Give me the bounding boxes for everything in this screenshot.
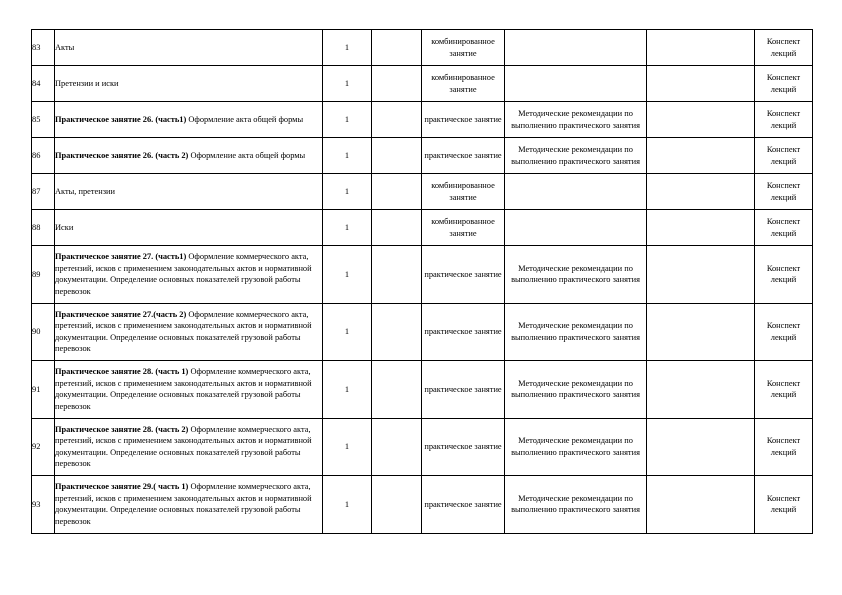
lesson-topic [55, 102, 323, 138]
lesson-number: 83 [32, 30, 55, 66]
lesson-hours: 1 [323, 361, 372, 419]
lesson-hours: 1 [323, 138, 372, 174]
lesson-sources: Конспект лекций [755, 174, 813, 210]
table-row [32, 138, 813, 174]
empty-cell [647, 476, 755, 534]
lesson-description: Оформление коммерческого акта, претензий, исков с применением законодательных актов и нормативной документации. Определение основных показателей грузовой работы перевозок [55, 252, 312, 296]
lesson-topic [55, 418, 323, 476]
lesson-topic [55, 210, 323, 246]
lesson-topic [55, 303, 323, 361]
lesson-type: практическое занятие [422, 138, 505, 174]
lesson-hours: 1 [323, 418, 372, 476]
empty-cell [372, 246, 422, 304]
empty-cell [372, 66, 422, 102]
empty-cell [372, 174, 422, 210]
empty-cell [372, 210, 422, 246]
lesson-type: практическое занятие [422, 246, 505, 304]
lesson-sources: Конспект лекций [755, 303, 813, 361]
lesson-title: Практическое занятие 28. (часть 1) [55, 367, 189, 377]
empty-cell [647, 174, 755, 210]
lesson-sources: Конспект лекций [755, 476, 813, 534]
lesson-title: Практическое занятие 27. (часть1) [55, 252, 187, 262]
methodical-materials: Методические рекомендации по выполнению практического занятия [505, 138, 647, 174]
lesson-type: практическое занятие [422, 102, 505, 138]
lesson-sources: Конспект лекций [755, 418, 813, 476]
empty-cell [372, 138, 422, 174]
lesson-topic [55, 361, 323, 419]
lesson-topic [55, 138, 323, 174]
lesson-title: Практическое занятие 27.(часть 2) [55, 309, 187, 319]
lesson-type: комбинированное занятие [422, 210, 505, 246]
lesson-number: 85 [32, 102, 55, 138]
lesson-number: 93 [32, 476, 55, 534]
empty-cell [647, 210, 755, 246]
methodical-materials [505, 174, 647, 210]
methodical-materials: Методические рекомендации по выполнению практического занятия [505, 418, 647, 476]
empty-cell [372, 476, 422, 534]
table-row [32, 246, 813, 304]
lesson-number: 89 [32, 246, 55, 304]
lesson-description: Оформление коммерческого акта, претензий, исков с применением законодательных актов и нормативной документации. Определение основных показателей грузовой работы перевозок [55, 424, 312, 469]
lesson-hours: 1 [323, 210, 372, 246]
lesson-type: практическое занятие [422, 418, 505, 476]
lesson-description: Оформление коммерческого акта, претензий, исков с применением законодательных актов и нормативной документации. Определение основных показателей грузовой работы перевозок [55, 482, 312, 526]
empty-cell [647, 138, 755, 174]
lesson-type: практическое занятие [422, 476, 505, 534]
methodical-materials: Методические рекомендации по выполнению практического занятия [505, 361, 647, 419]
methodical-materials [505, 210, 647, 246]
lesson-description: Оформление коммерческого акта, претензий, исков с применением законодательных актов и нормативной документации. Определение основных показателей грузовой работы перевозок [55, 367, 312, 411]
empty-cell [372, 361, 422, 419]
empty-cell [372, 30, 422, 66]
table-row [32, 174, 813, 210]
lesson-hours: 1 [323, 30, 372, 66]
lesson-topic [55, 174, 323, 210]
lesson-hours: 1 [323, 174, 372, 210]
empty-cell [372, 303, 422, 361]
lesson-number: 84 [32, 66, 55, 102]
lesson-sources: Конспект лекций [755, 361, 813, 419]
lesson-sources: Конспект лекций [755, 102, 813, 138]
methodical-materials [505, 30, 647, 66]
lesson-sources: Конспект лекций [755, 210, 813, 246]
empty-cell [647, 30, 755, 66]
lesson-description: Оформление коммерческого акта, претензий, исков с применением законодательных актов и нормативной документации. Определение основных показателей грузовой работы перевозок [55, 309, 312, 354]
table-row [32, 361, 813, 419]
lesson-number: 92 [32, 418, 55, 476]
lesson-description: Оформление акта общей формы [188, 150, 306, 160]
lesson-sources: Конспект лекций [755, 66, 813, 102]
table-row [32, 30, 813, 66]
lesson-title: Практическое занятие 26. (часть1) [55, 114, 187, 124]
lesson-description: Акты [55, 42, 75, 52]
lesson-type: практическое занятие [422, 361, 505, 419]
lesson-topic [55, 476, 323, 534]
table-row [32, 66, 813, 102]
lesson-type: комбинированное занятие [422, 30, 505, 66]
lesson-description: Акты, претензии [55, 186, 115, 196]
lesson-title: Практическое занятие 26. (часть 2) [55, 150, 189, 160]
empty-cell [372, 418, 422, 476]
lesson-title: Практическое занятие 28. (часть 2) [55, 424, 189, 434]
empty-cell [647, 66, 755, 102]
lesson-description: Претензии и иски [55, 78, 119, 88]
empty-cell [647, 246, 755, 304]
lesson-number: 91 [32, 361, 55, 419]
table-row [32, 102, 813, 138]
empty-cell [647, 102, 755, 138]
lesson-sources: Конспект лекций [755, 30, 813, 66]
lesson-sources: Конспект лекций [755, 246, 813, 304]
methodical-materials: Методические рекомендации по выполнению практического занятия [505, 476, 647, 534]
lesson-hours: 1 [323, 66, 372, 102]
methodical-materials: Методические рекомендации по выполнению практического занятия [505, 303, 647, 361]
lesson-topic [55, 246, 323, 304]
methodical-materials: Методические рекомендации по выполнению практического занятия [505, 102, 647, 138]
lesson-description: Иски [55, 222, 74, 232]
empty-cell [647, 303, 755, 361]
lesson-number: 87 [32, 174, 55, 210]
lesson-hours: 1 [323, 102, 372, 138]
lesson-type: практическое занятие [422, 303, 505, 361]
lesson-number: 86 [32, 138, 55, 174]
lesson-hours: 1 [323, 476, 372, 534]
empty-cell [372, 102, 422, 138]
empty-cell [647, 418, 755, 476]
lesson-number: 90 [32, 303, 55, 361]
lesson-number: 88 [32, 210, 55, 246]
lesson-hours: 1 [323, 246, 372, 304]
table-row [32, 476, 813, 534]
lesson-type: комбинированное занятие [422, 66, 505, 102]
lesson-type: комбинированное занятие [422, 174, 505, 210]
empty-cell [647, 361, 755, 419]
lesson-sources: Конспект лекций [755, 138, 813, 174]
table-row [32, 210, 813, 246]
table-row [32, 303, 813, 361]
methodical-materials [505, 66, 647, 102]
lesson-title: Практическое занятие 29.( часть 1) [55, 482, 189, 492]
lesson-topic [55, 66, 323, 102]
lesson-hours: 1 [323, 303, 372, 361]
table-row [32, 418, 813, 476]
lesson-description: Оформление акта общей формы [186, 114, 304, 124]
methodical-materials: Методические рекомендации по выполнению практического занятия [505, 246, 647, 304]
lesson-plan-table [31, 29, 813, 534]
lesson-topic [55, 30, 323, 66]
